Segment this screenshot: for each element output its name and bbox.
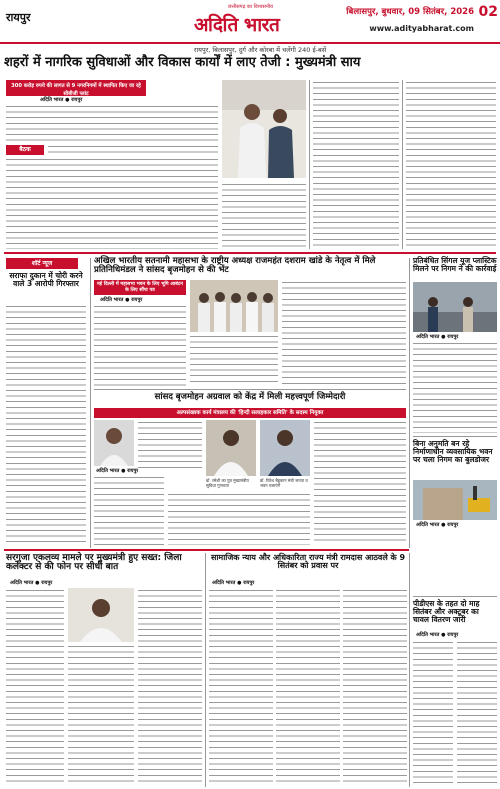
story3-text (413, 341, 497, 433)
column-rule (205, 553, 206, 787)
story4-headline: सांसद बृजमोहन अग्रवाल को केंद्र में मिली महत्त्वपूर्ण जिम्मेदारी (154, 392, 346, 402)
story4-photo-1 (206, 420, 256, 476)
story7-text-1 (209, 588, 273, 786)
story6-text-2 (68, 644, 134, 786)
section-divider (4, 252, 496, 254)
short-news-headline: सराफा दुकान में चोरी करने वाले 3 आरोपी गिरफ्तार (9, 271, 83, 288)
story6-byline: अदिति भारत ● रायपुर (10, 580, 53, 586)
story6-headline: सरगुजा एकलव्य मामले पर मुख्यमंत्री हुए सख्त: जिला कलेक्टर से की फोन पर सीधी बात (6, 553, 182, 573)
story6-text-1 (6, 588, 64, 786)
story4-text-2 (138, 420, 202, 470)
short-news-label: शॉर्ट न्यूज (6, 258, 78, 269)
lead-text-1 (6, 104, 218, 144)
column-rule (409, 553, 410, 787)
section-label-baithak: बैठक (6, 145, 44, 155)
newspaper-logo[interactable] (190, 4, 310, 36)
lead-text-4 (222, 182, 306, 249)
lead-headline: शहरों में नागरिक सुविधाओं और विकास कार्यों में लाए तेजी : मुख्यमंत्री साय (4, 55, 361, 70)
divider (94, 389, 406, 390)
lead-text-2 (48, 144, 218, 156)
short-news-text (6, 304, 86, 544)
story8-headline: पीडीएस के तहत दो माह सितंबर और अक्टूबर का चावल वितरण जारी (413, 599, 480, 624)
story7-text-2 (276, 588, 340, 786)
story4-photo-2 (260, 420, 310, 476)
story2-text-2 (190, 334, 278, 386)
story8-text-2 (457, 640, 497, 786)
column-rule (90, 258, 91, 548)
story4-text-4 (314, 420, 406, 545)
column-rule (309, 80, 310, 249)
story8-byline: अदिति भारत ● रायपुर (416, 632, 459, 638)
story4-portrait (94, 420, 134, 466)
story8-text-1 (413, 640, 453, 786)
story2-text-3 (282, 280, 406, 386)
website-link[interactable]: www.adityabharat.com (369, 24, 474, 33)
lead-kicker: रायपुर, बिलासपुर, दुर्ग और कोरबा में चलेंगी 240 ई-बसें (193, 46, 327, 54)
masthead (0, 0, 500, 44)
lead-subhead: 300 करोड़ रुपये की लागत से 9 नगरनिगमों में स्थापित किए जा रहे सीबीजी प्लांट (6, 80, 146, 96)
story2-photo (190, 280, 278, 332)
dateline: बिलासपुर, बुधवार, 09 सितंबर, 2026 (346, 7, 474, 17)
story7-headline: सामाजिक न्याय और अधिकारिता राज्य मंत्री रामदास आठवले के 9 सितंबर को प्रवास पर (210, 553, 406, 571)
logo-name: अदिति भारत (194, 14, 280, 36)
story2-headline: अखिल भारतीय सतनामी महासभा के राष्ट्रीय अध्यक्ष राजमहंत दशराम खांडे के नेतृत्व में मिले प्रतिनिधिमंडल ने सांसद बृजमोहन से की भेंट (94, 256, 376, 275)
lead-text-3 (6, 157, 218, 249)
divider (413, 596, 497, 597)
story7-text-3 (343, 588, 407, 786)
column-rule (402, 80, 403, 249)
story4-text-1 (94, 475, 164, 545)
logo-tagline: छत्तीसगढ़ का विश्वसनीय (228, 4, 273, 10)
city-label: रायपुर (6, 11, 31, 24)
story4-byline: अदिति भारत ● रायपुर (96, 468, 139, 474)
column-rule (409, 258, 410, 548)
lead-text-5 (313, 80, 399, 249)
lead-text-6 (406, 80, 496, 249)
story3-byline: अदिति भारत ● रायपुर (416, 334, 459, 340)
story5-byline: अदिति भारत ● रायपुर (416, 522, 459, 528)
story4-caption-1: डॉ. रमेशी का पुत्र मुख्यमंत्रीय सुविधा गुणवत्ता (206, 478, 249, 489)
story2-text-1 (94, 304, 186, 386)
story4-text-3 (168, 492, 310, 545)
divider (413, 436, 497, 437)
story6-photo (68, 588, 134, 642)
story2-banner: नई दिल्ली में महासभा भवन के लिए भूमि आबंटन के लिए सौंपा पत्र (94, 280, 186, 295)
story4-banner: अल्पसंख्यक कार्य मंत्रालय की 'हिन्दी सलाहकार समिति' के सदस्य नियुक्त (94, 408, 406, 418)
story3-headline: प्रतिबंधित सिंगल यूज प्लास्टिक मिलने पर निगम ने की कार्रवाई (413, 256, 497, 273)
story5-headline: बिना अनुमति बन रहे निर्माणाधीन व्यवसायिक भवन पर चला निगम का बुलडोजर (413, 439, 493, 464)
lead-photo (222, 80, 306, 178)
section-divider (4, 549, 409, 551)
page-number: 02 (478, 4, 498, 20)
story5-photo (413, 480, 497, 520)
lead-byline: अदिति भारत ● रायपुर (40, 97, 83, 103)
story7-byline: अदिति भारत ● रायपुर (212, 580, 255, 586)
story6-text-3 (138, 588, 202, 786)
story2-byline: अदिति भारत ● रायपुर (100, 297, 143, 303)
story3-photo (413, 282, 497, 332)
story4-caption-2: डॉ. रितेश बैहुकान मंत्री जनता व भवन चलाएंगे (260, 478, 308, 489)
